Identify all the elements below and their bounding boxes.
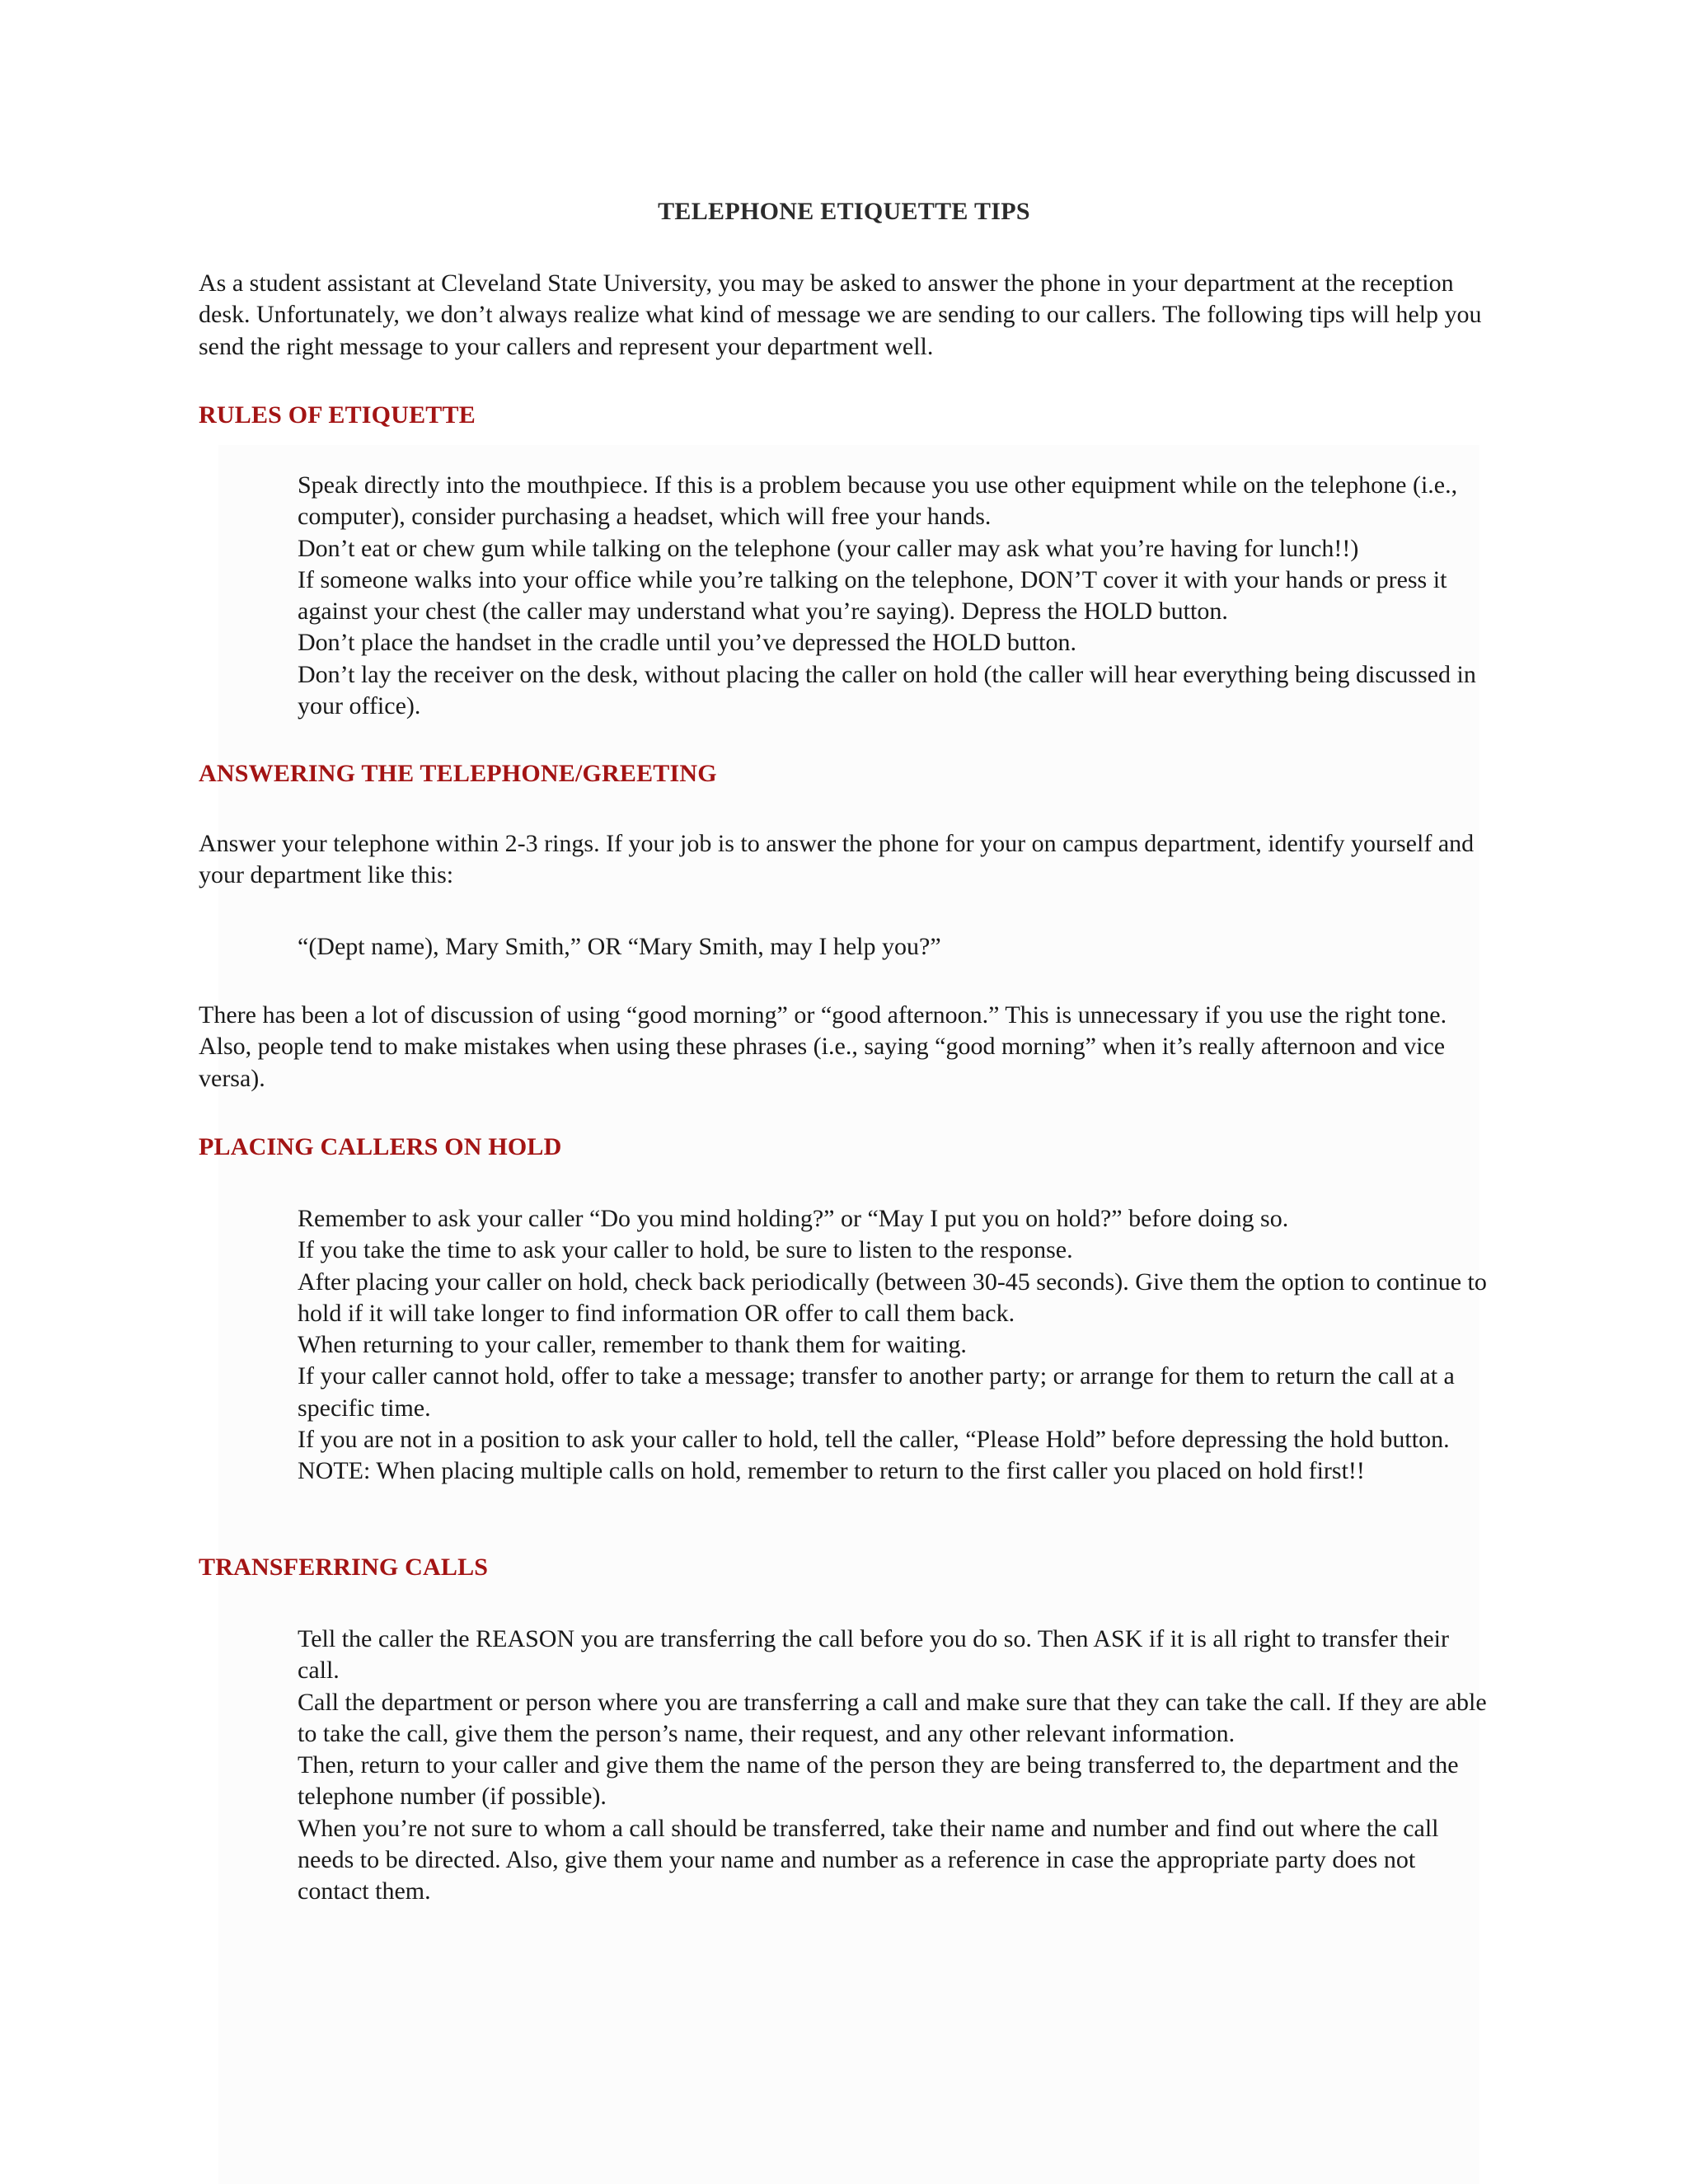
list-item: After placing your caller on hold, check back periodically (between 30-45 seconds). Give them the option to continue to hold if it will take longer to find information OR offer to call them back.: [298, 1268, 1487, 1327]
heading-placing-callers-on-hold: PLACING CALLERS ON HOLD: [199, 1133, 562, 1160]
list-item: Call the department or person where you are transferring a call and make sure that they can take the call. If they are able to take the call, give them the person’s name, their request, and any other relevant information.: [298, 1688, 1487, 1747]
list-item: If someone walks into your office while you’re talking on the telephone, DON’T cover it with your hands or press it against your chest (the caller may understand what you’re saying). Depress the HOLD button.: [298, 565, 1447, 626]
list-item: If your caller cannot hold, offer to take a message; transfer to another party; or arrange for them to return the call at a specific time.: [298, 1362, 1455, 1422]
greeting-discussion-paragraph: There has been a lot of discussion of using “good morning” or “good afternoon.” This is unnecessary if you use the right tone. Also, people tend to make mistakes when using these phrases (i.e., saying “good morning” when it’s really afternoon and vice versa).: [199, 1001, 1447, 1092]
heading-transferring-calls: TRANSFERRING CALLS: [199, 1554, 489, 1581]
intro-paragraph: As a student assistant at Cleveland State University, you may be asked to answer the phone in your department at the reception desk. Unfortunately, we don’t always realize what kind of message we are sending to our callers. The following tips will help you send the right message to your callers and represent your department well.: [199, 269, 1482, 360]
transfer-list: [298, 1624, 1493, 1908]
list-item: Remember to ask your caller “Do you mind holding?” or “May I put you on hold?” before doing so.: [298, 1205, 1289, 1232]
list-item: Don’t eat or chew gum while talking on the telephone (your caller may ask what you’re having for lunch!!): [298, 534, 1359, 562]
heading-rules-of-etiquette: RULES OF ETIQUETTE: [199, 401, 476, 429]
list-item: If you are not in a position to ask your caller to hold, tell the caller, “Please Hold” before depressing the hold button. NOTE: When placing multiple calls on hold, remember to return to the first caller you placed on hold first!!: [298, 1426, 1450, 1485]
heading-answering-the-telephone: ANSWERING THE TELEPHONE/GREETING: [199, 760, 717, 787]
rules-list: [298, 470, 1493, 722]
list-item: When you’re not sure to whom a call should be transferred, take their name and number and find out where the call needs to be directed. Also, give them your name and number as a reference in case the appropriate party does not contact them.: [298, 1814, 1439, 1905]
list-item: Don’t place the handset in the cradle until you’ve depressed the HOLD button.: [298, 629, 1077, 657]
page-title: TELEPHONE ETIQUETTE TIPS: [658, 198, 1030, 225]
list-item: Tell the caller the REASON you are transferring the call before you do so. Then ASK if it is all right to transfer their call.: [298, 1625, 1449, 1685]
greeting-example: “(Dept name), Mary Smith,” OR “Mary Smith, may I help you?”: [298, 933, 941, 960]
answering-paragraph: Answer your telephone within 2-3 rings. If your job is to answer the phone for your on campus department, identify yourself and your department like this:: [199, 830, 1475, 889]
list-item: If you take the time to ask your caller to hold, be sure to listen to the response.: [298, 1236, 1073, 1264]
list-item: Don’t lay the receiver on the desk, without placing the caller on hold (the caller will hear everything being discussed in your office).: [298, 660, 1476, 720]
list-item: Then, return to your caller and give them the name of the person they are being transferred to, the department and the telephone number (if possible).: [298, 1751, 1459, 1811]
list-item: When returning to your caller, remember to thank them for waiting.: [298, 1331, 967, 1359]
list-item: Speak directly into the mouthpiece. If this is a problem because you use other equipment while on the telephone (i.e., computer), consider purchasing a headset, which will free your hands.: [298, 471, 1458, 531]
hold-list: [298, 1203, 1493, 1488]
